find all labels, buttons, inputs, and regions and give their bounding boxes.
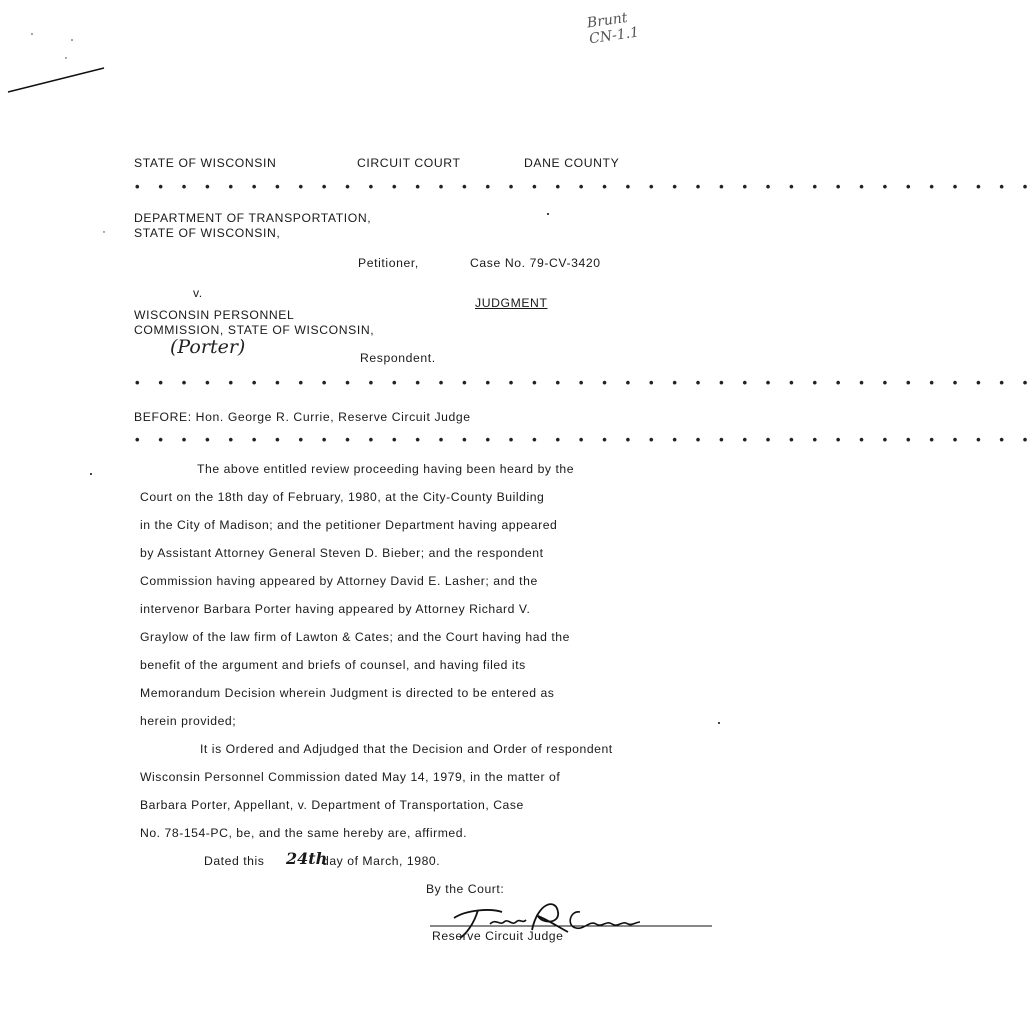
case-number: Case No. 79-CV-3420 [470, 256, 601, 270]
dotted-separator: • • • • • • • • • • • • • • • • • • • • • • • • • • • • • • • • • • • • • • • [135, 432, 1035, 447]
body-line: in the City of Madison; and the petitioner Department having appeared [140, 518, 558, 532]
body-line: It is Ordered and Adjudged that the Decision and Order of respondent [200, 742, 613, 756]
body-line: Court on the 18th day of February, 1980, at the City-County Building [140, 490, 545, 504]
dated-prefix: Dated this [204, 854, 265, 868]
respondent-role: Respondent. [360, 351, 436, 365]
body-line: intervenor Barbara Porter having appeared by Attorney Richard V. [140, 602, 531, 616]
dotted-separator: • • • • • • • • • • • • • • • • • • • • • • • • • • • • • • • • • • • • • • • [135, 375, 1035, 390]
caption-state: STATE OF WISCONSIN [134, 156, 277, 170]
stray-mark [547, 213, 549, 215]
petitioner-name-line2: STATE OF WISCONSIN, [134, 226, 281, 240]
respondent-name-line1: WISCONSIN PERSONNEL [134, 308, 295, 322]
dotted-separator: • • • • • • • • • • • • • • • • • • • • • • • • • • • • • • • • • • • • • • • [135, 179, 1035, 194]
body-line: The above entitled review proceeding having been heard by the [197, 462, 575, 476]
petitioner-name-line1: DEPARTMENT OF TRANSPORTATION, [134, 211, 372, 225]
caption-county: DANE COUNTY [524, 156, 620, 170]
body-line: Commission having appeared by Attorney David E. Lasher; and the [140, 574, 538, 588]
body-line: Graylow of the law firm of Lawton & Cates; and the Court having had the [140, 630, 570, 644]
versus: v. [193, 286, 203, 300]
body-line: Wisconsin Personnel Commission dated May 14, 1979, in the matter of [140, 770, 561, 784]
before-judge-line: BEFORE: Hon. George R. Currie, Reserve Circuit Judge [134, 410, 471, 424]
body-line: Barbara Porter, Appellant, v. Department of Transportation, Case [140, 798, 524, 812]
dated-day-handwritten: 24th [286, 849, 328, 868]
document-title: JUDGMENT [475, 296, 548, 310]
stray-mark [90, 473, 92, 475]
body-line: by Assistant Attorney General Steven D. Bieber; and the respondent [140, 546, 544, 560]
body-line: No. 78-154-PC, be, and the same hereby are, affirmed. [140, 826, 468, 840]
respondent-name-line2: COMMISSION, STATE OF WISCONSIN, [134, 323, 375, 337]
dated-suffix: day of March, 1980. [322, 854, 441, 868]
handwritten-porter-note: (Porter) [170, 336, 246, 358]
stray-mark [718, 722, 720, 724]
signature-role: Reserve Circuit Judge [432, 929, 564, 943]
margin-handwritten-note: Brunt CN-1.1 [586, 9, 640, 48]
caption-court: CIRCUIT COURT [357, 156, 461, 170]
corner-stray-marks [0, 0, 120, 110]
by-the-court: By the Court: [426, 882, 505, 896]
body-line: Memorandum Decision wherein Judgment is directed to be entered as [140, 686, 555, 700]
body-line: herein provided; [140, 714, 237, 728]
body-line: benefit of the argument and briefs of counsel, and having filed its [140, 658, 526, 672]
petitioner-role: Petitioner, [358, 256, 419, 270]
